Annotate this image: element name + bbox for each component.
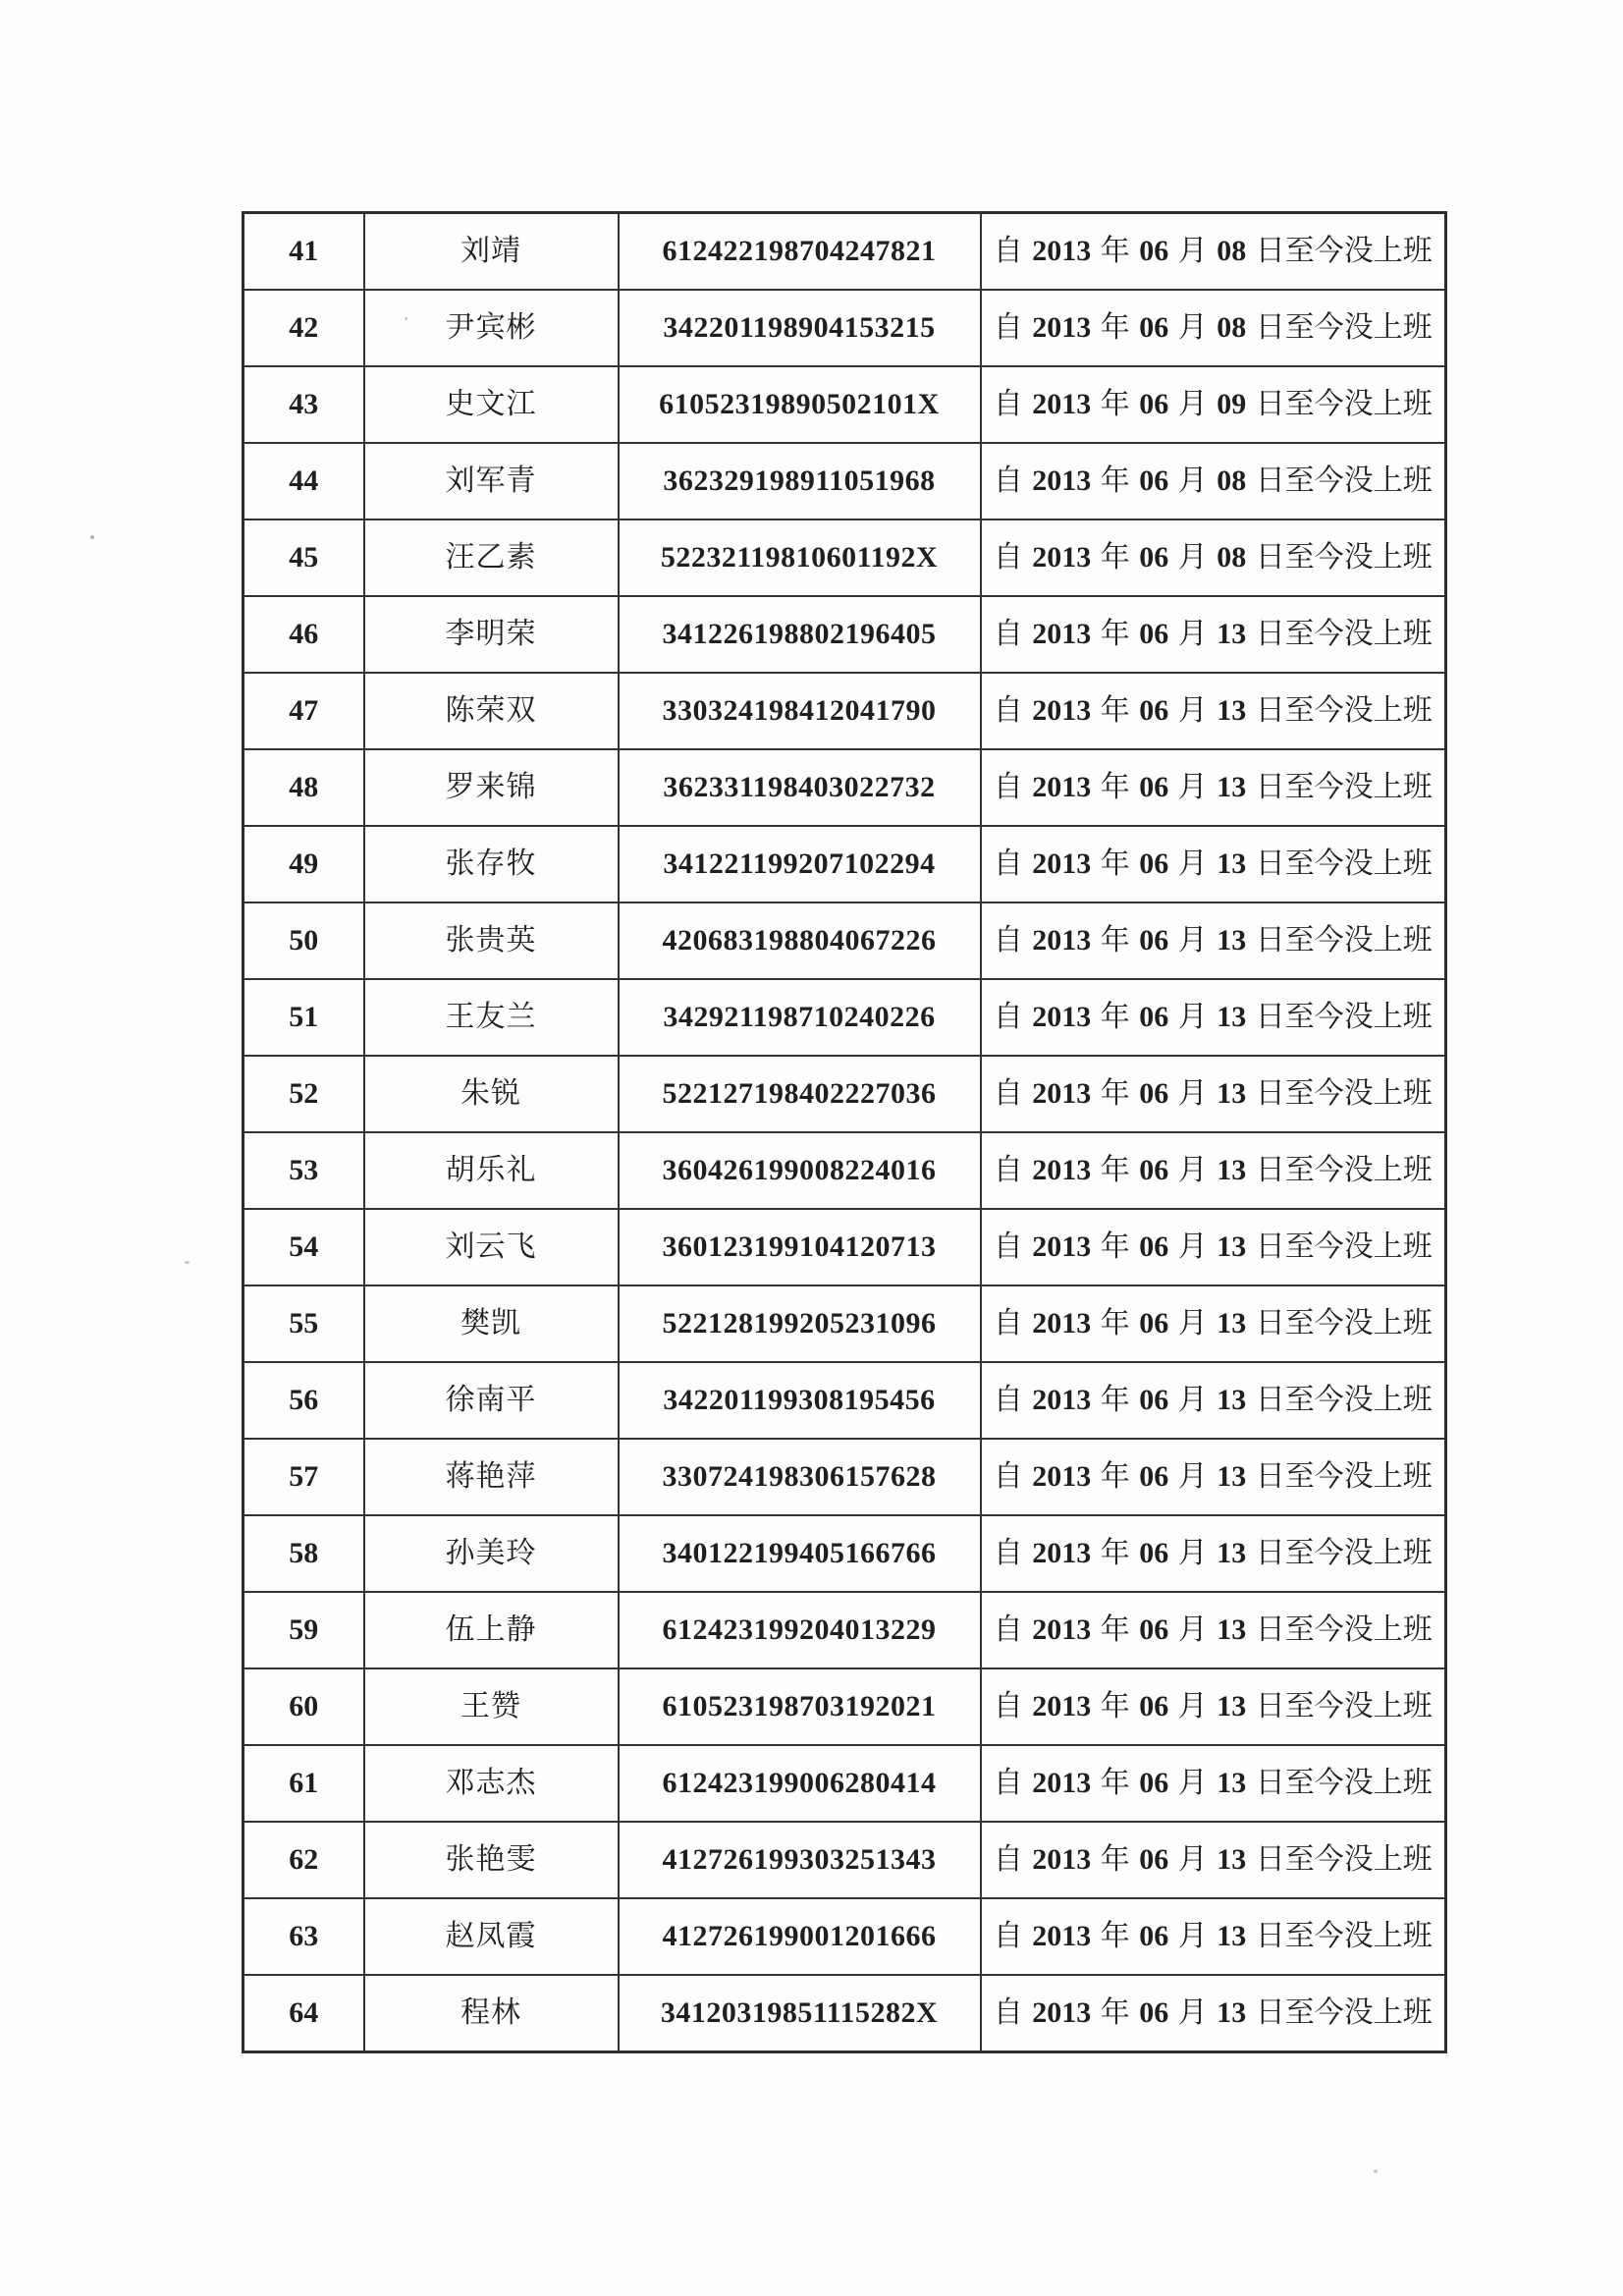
table-row [243,366,1446,443]
absence-status-cell: 自 2013 年 06 月 13 日至今没上班 [981,1822,1446,1898]
absence-status-cell: 自 2013 年 06 月 08 日至今没上班 [981,290,1446,366]
absence-status-cell: 自 2013 年 06 月 13 日至今没上班 [981,596,1446,673]
serial-number-cell: 46 [243,596,364,673]
person-name-cell: 胡乐礼 [364,1132,619,1209]
absence-status-cell: 自 2013 年 06 月 13 日至今没上班 [981,1898,1446,1975]
absence-status-cell: 自 2013 年 06 月 13 日至今没上班 [981,1439,1446,1515]
id-number-cell: 612423199006280414 [619,1745,981,1822]
person-name-cell: 樊凯 [364,1285,619,1362]
person-name-cell: 史文江 [364,366,619,443]
person-name-cell: 张艳雯 [364,1822,619,1898]
absence-status-cell: 自 2013 年 06 月 13 日至今没上班 [981,1975,1446,2052]
absence-status-cell: 自 2013 年 06 月 13 日至今没上班 [981,749,1446,826]
person-name-cell: 邓志杰 [364,1745,619,1822]
scan-speck [405,317,407,320]
id-number-cell: 522127198402227036 [619,1056,981,1132]
table-row [243,1285,1446,1362]
id-number-cell: 330324198412041790 [619,673,981,749]
person-name-cell: 李明荣 [364,596,619,673]
id-number-cell: 52232119810601192X [619,519,981,596]
absence-status-cell: 自 2013 年 06 月 08 日至今没上班 [981,213,1446,291]
table-row [243,1822,1446,1898]
id-number-cell: 342201198904153215 [619,290,981,366]
table-row [243,1362,1446,1439]
serial-number-cell: 57 [243,1439,364,1515]
person-name-cell: 汪乙素 [364,519,619,596]
table-row [243,1056,1446,1132]
id-number-cell: 340122199405166766 [619,1515,981,1592]
serial-number-cell: 48 [243,749,364,826]
absence-status-cell: 自 2013 年 06 月 08 日至今没上班 [981,443,1446,519]
person-name-cell: 刘军青 [364,443,619,519]
person-name-cell: 朱锐 [364,1056,619,1132]
person-name-cell: 刘靖 [364,213,619,291]
serial-number-cell: 50 [243,902,364,979]
person-name-cell: 尹宾彬 [364,290,619,366]
table-row [243,1515,1446,1592]
roster-body [243,213,1446,2052]
table-row [243,213,1446,291]
absence-status-cell: 自 2013 年 06 月 13 日至今没上班 [981,1285,1446,1362]
absence-status-cell: 自 2013 年 06 月 13 日至今没上班 [981,1209,1446,1285]
person-name-cell: 张存牧 [364,826,619,902]
person-name-cell: 张贵英 [364,902,619,979]
absence-status-cell: 自 2013 年 06 月 13 日至今没上班 [981,979,1446,1056]
serial-number-cell: 56 [243,1362,364,1439]
person-name-cell: 伍上静 [364,1592,619,1668]
id-number-cell: 341226198802196405 [619,596,981,673]
table-row [243,1975,1446,2052]
id-number-cell: 330724198306157628 [619,1439,981,1515]
serial-number-cell: 59 [243,1592,364,1668]
absence-status-cell: 自 2013 年 06 月 13 日至今没上班 [981,1132,1446,1209]
absence-status-cell: 自 2013 年 06 月 13 日至今没上班 [981,1668,1446,1745]
person-name-cell: 罗来锦 [364,749,619,826]
absence-status-cell: 自 2013 年 06 月 13 日至今没上班 [981,1745,1446,1822]
table-row [243,1898,1446,1975]
serial-number-cell: 61 [243,1745,364,1822]
id-number-cell: 610523198703192021 [619,1668,981,1745]
serial-number-cell: 41 [243,213,364,291]
id-number-cell: 61052319890502101X [619,366,981,443]
absence-roster-table [242,211,1447,2053]
serial-number-cell: 47 [243,673,364,749]
table-row [243,1439,1446,1515]
absence-status-cell: 自 2013 年 06 月 13 日至今没上班 [981,673,1446,749]
scan-speck [185,1261,189,1264]
person-name-cell: 徐南平 [364,1362,619,1439]
id-number-cell: 360426199008224016 [619,1132,981,1209]
absence-status-cell: 自 2013 年 06 月 13 日至今没上班 [981,1515,1446,1592]
absence-status-cell: 自 2013 年 06 月 13 日至今没上班 [981,1362,1446,1439]
absence-status-cell: 自 2013 年 06 月 13 日至今没上班 [981,826,1446,902]
table-row [243,826,1446,902]
person-name-cell: 蒋艳萍 [364,1439,619,1515]
serial-number-cell: 51 [243,979,364,1056]
id-number-cell: 412726199001201666 [619,1898,981,1975]
serial-number-cell: 45 [243,519,364,596]
serial-number-cell: 52 [243,1056,364,1132]
person-name-cell: 王赞 [364,1668,619,1745]
absence-status-cell: 自 2013 年 06 月 13 日至今没上班 [981,1056,1446,1132]
absence-status-cell: 自 2013 年 06 月 13 日至今没上班 [981,902,1446,979]
table-row [243,290,1446,366]
person-name-cell: 王友兰 [364,979,619,1056]
table-row [243,1668,1446,1745]
person-name-cell: 赵凤霞 [364,1898,619,1975]
absence-status-cell: 自 2013 年 06 月 08 日至今没上班 [981,519,1446,596]
table-row [243,902,1446,979]
serial-number-cell: 54 [243,1209,364,1285]
table-row [243,979,1446,1056]
serial-number-cell: 58 [243,1515,364,1592]
serial-number-cell: 42 [243,290,364,366]
serial-number-cell: 53 [243,1132,364,1209]
id-number-cell: 612422198704247821 [619,213,981,291]
id-number-cell: 341221199207102294 [619,826,981,902]
table-row [243,1745,1446,1822]
table-row [243,1209,1446,1285]
table-row [243,749,1446,826]
absence-status-cell: 自 2013 年 06 月 09 日至今没上班 [981,366,1446,443]
serial-number-cell: 60 [243,1668,364,1745]
table-row [243,519,1446,596]
serial-number-cell: 55 [243,1285,364,1362]
id-number-cell: 360123199104120713 [619,1209,981,1285]
scan-speck [1374,2169,1378,2173]
serial-number-cell: 64 [243,1975,364,2052]
person-name-cell: 孙美玲 [364,1515,619,1592]
id-number-cell: 34120319851115282X [619,1975,981,2052]
scan-speck [90,535,94,539]
serial-number-cell: 49 [243,826,364,902]
id-number-cell: 612423199204013229 [619,1592,981,1668]
table-row [243,443,1446,519]
id-number-cell: 342921198710240226 [619,979,981,1056]
table-row [243,596,1446,673]
table-row [243,1592,1446,1668]
serial-number-cell: 62 [243,1822,364,1898]
id-number-cell: 522128199205231096 [619,1285,981,1362]
id-number-cell: 420683198804067226 [619,902,981,979]
id-number-cell: 342201199308195456 [619,1362,981,1439]
id-number-cell: 412726199303251343 [619,1822,981,1898]
table-row [243,673,1446,749]
absence-status-cell: 自 2013 年 06 月 13 日至今没上班 [981,1592,1446,1668]
table-row [243,1132,1446,1209]
id-number-cell: 362329198911051968 [619,443,981,519]
person-name-cell: 陈荣双 [364,673,619,749]
person-name-cell: 程林 [364,1975,619,2052]
serial-number-cell: 43 [243,366,364,443]
person-name-cell: 刘云飞 [364,1209,619,1285]
id-number-cell: 362331198403022732 [619,749,981,826]
serial-number-cell: 44 [243,443,364,519]
serial-number-cell: 63 [243,1898,364,1975]
